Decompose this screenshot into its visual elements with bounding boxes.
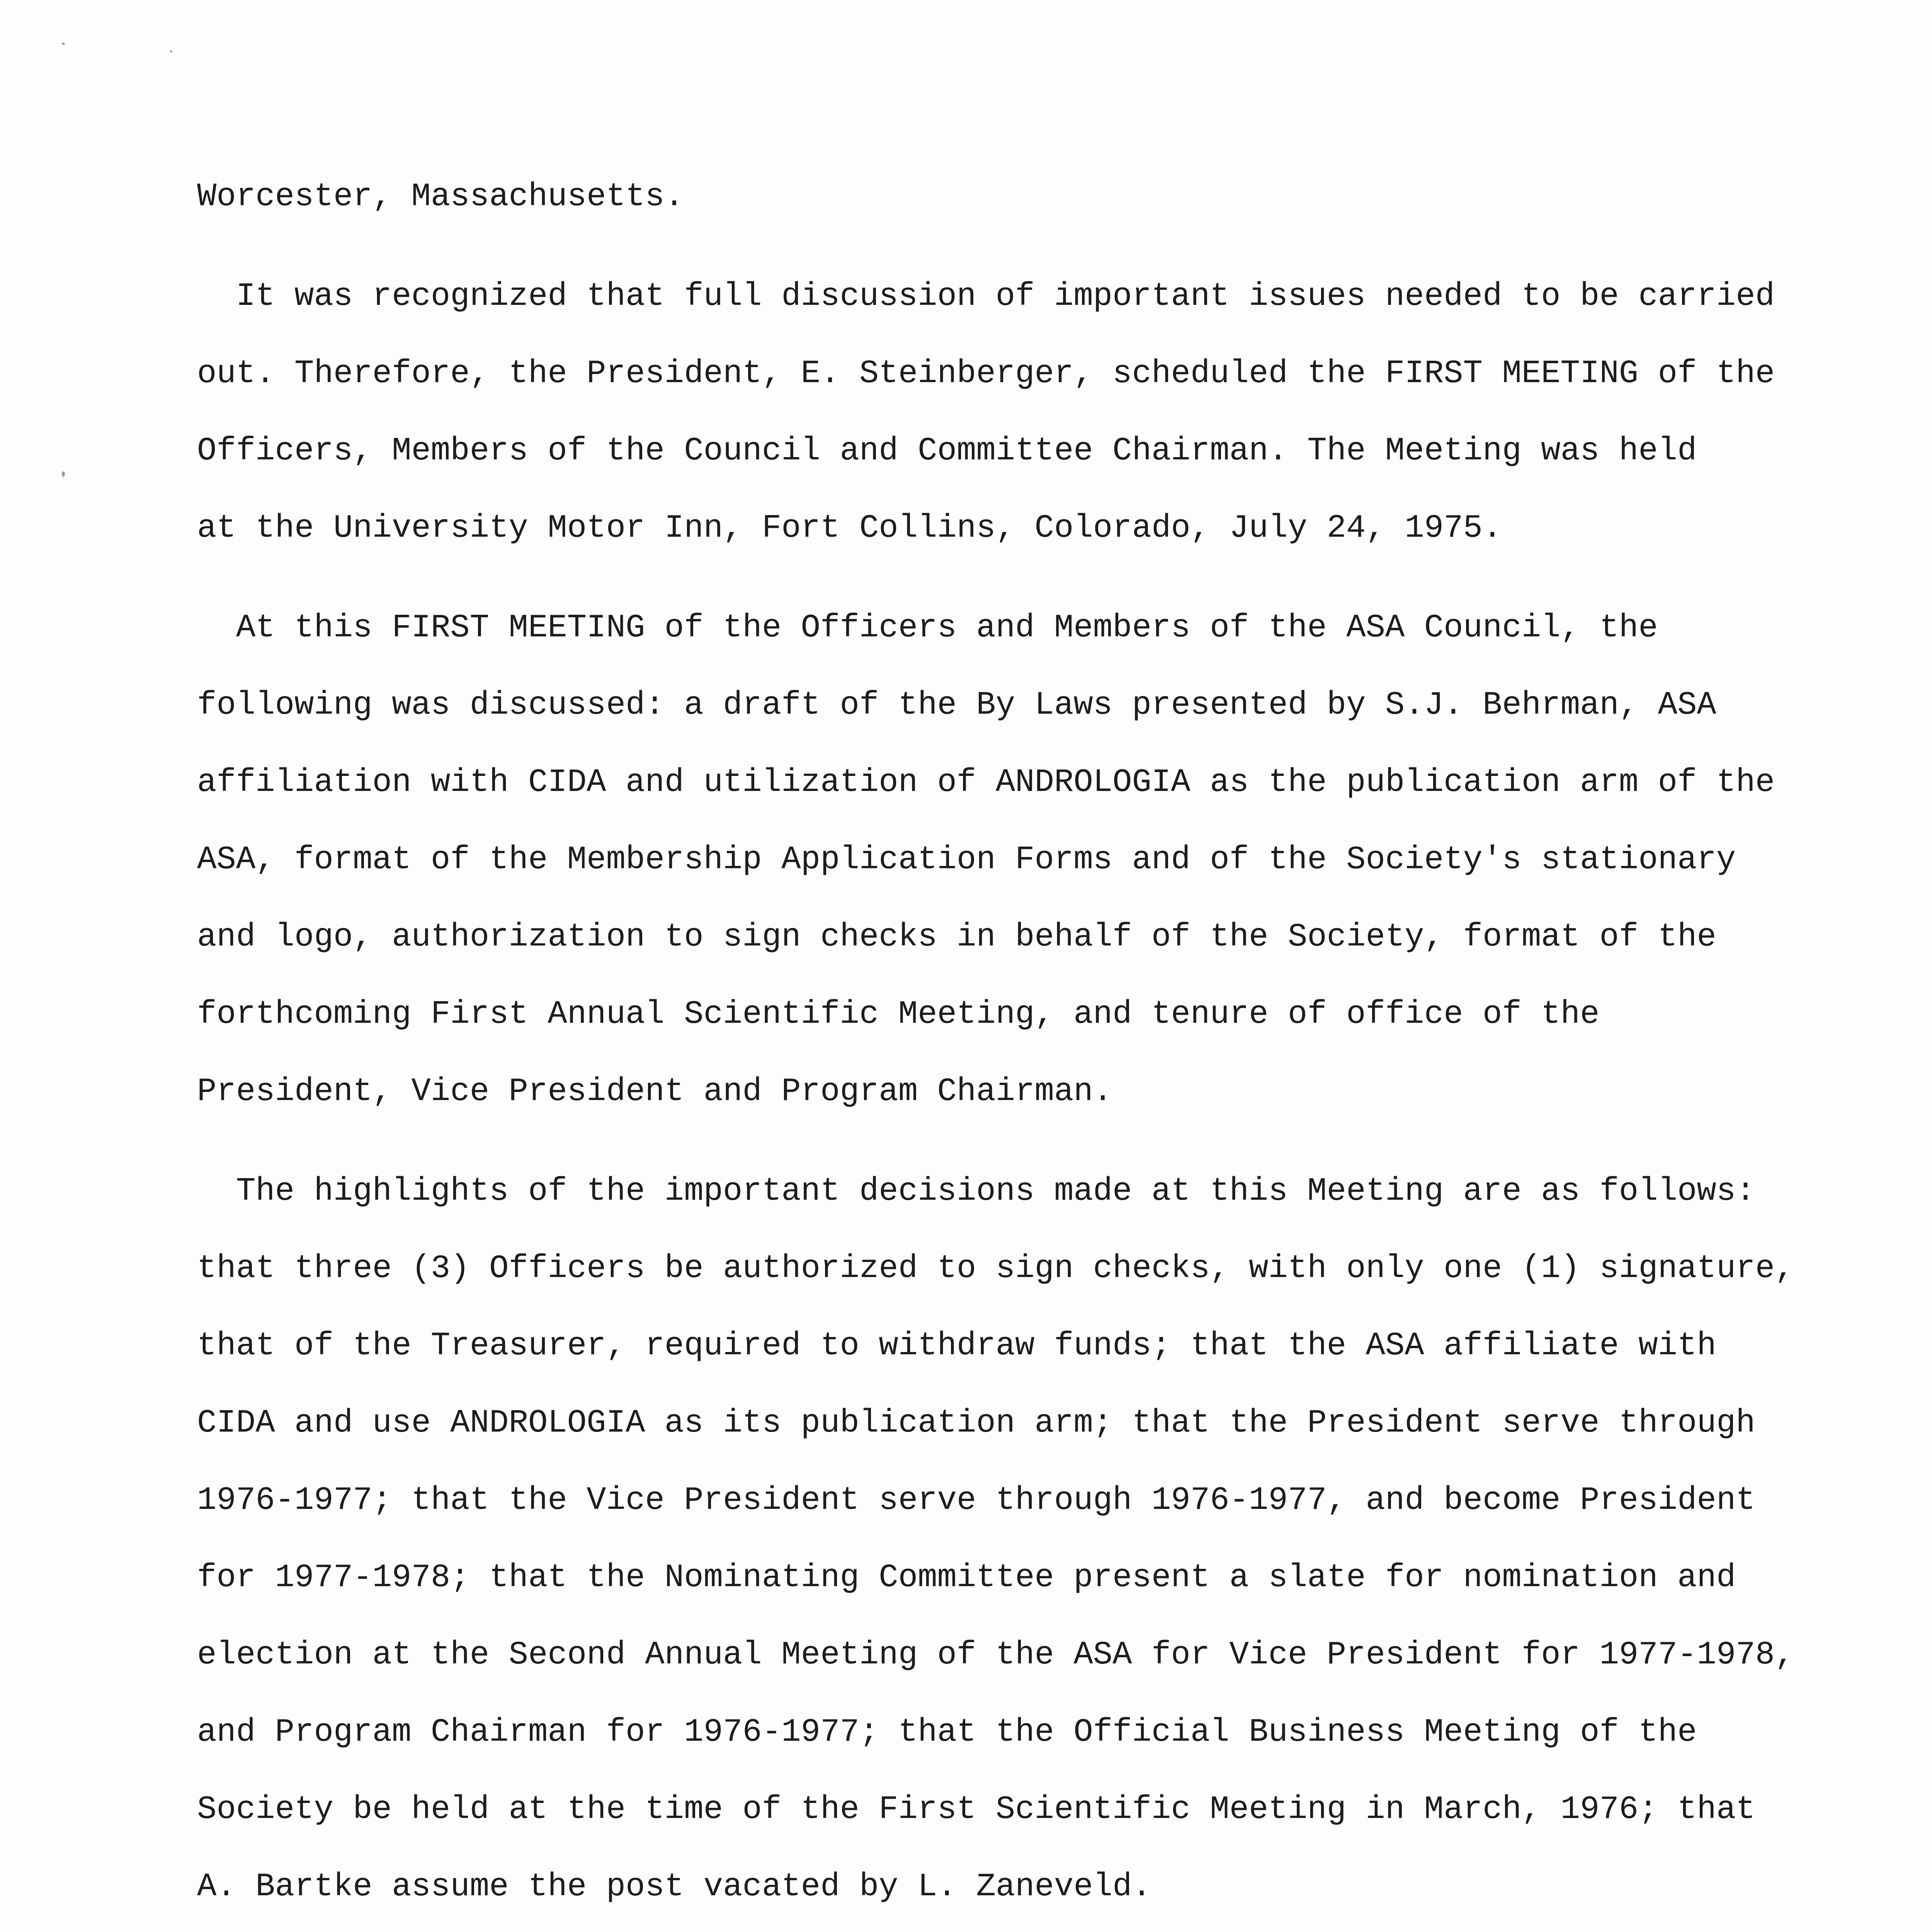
scan-speck bbox=[62, 43, 65, 45]
text-line: forthcoming First Annual Scientific Meeting, and tenure of office of the bbox=[197, 996, 1600, 1033]
text-line: President, Vice President and Program Chairman. bbox=[197, 1073, 1113, 1110]
text-line: that three (3) Officers be authorized to sign checks, with only one (1) signature, bbox=[197, 1250, 1794, 1287]
text-line: that of the Treasurer, required to withdraw funds; that the ASA affiliate with bbox=[197, 1328, 1716, 1364]
text-line: Worcester, Massachusetts. bbox=[197, 179, 684, 215]
text-line: The highlights of the important decisions made at this Meeting are as follows: bbox=[197, 1173, 1755, 1210]
text-line: affiliation with CIDA and utilization of ANDROLOGIA as the publication arm of the bbox=[197, 764, 1775, 801]
text-line: at the University Motor Inn, Fort Collins, Colorado, July 24, 1975. bbox=[197, 510, 1502, 547]
text-line: following was discussed: a draft of the By Laws presented by S.J. Behrman, ASA bbox=[197, 687, 1716, 724]
text-line: 1976-1977; that the Vice President serve through 1976-1977, and become President bbox=[197, 1482, 1755, 1519]
text-line: CIDA and use ANDROLOGIA as its publication arm; that the President serve through bbox=[197, 1405, 1755, 1442]
text-line: It was recognized that full discussion of important issues needed to be carried bbox=[197, 278, 1775, 315]
text-line: and Program Chairman for 1976-1977; that the Official Business Meeting of the bbox=[197, 1714, 1697, 1751]
text-line: out. Therefore, the President, E. Steinberger, scheduled the FIRST MEETING of the bbox=[197, 355, 1775, 392]
text-line: for 1977-1978; that the Nominating Committee present a slate for nomination and bbox=[197, 1560, 1736, 1596]
text-line: Society be held at the time of the First Scientific Meeting in March, 1976; that bbox=[197, 1791, 1755, 1828]
scan-speck bbox=[62, 471, 65, 477]
text-line: Officers, Members of the Council and Committee Chairman. The Meeting was held bbox=[197, 433, 1697, 469]
text-line: At this FIRST MEETING of the Officers and Members of the ASA Council, the bbox=[197, 610, 1658, 646]
text-line: and logo, authorization to sign checks in behalf of the Society, format of the bbox=[197, 919, 1716, 956]
text-line: A. Bartke assume the post vacated by L. Zaneveld. bbox=[197, 1869, 1152, 1905]
scan-speck bbox=[170, 50, 172, 53]
text-line: ASA, format of the Membership Application Forms and of the Society's stationary bbox=[197, 842, 1736, 878]
text-line: election at the Second Annual Meeting of the ASA for Vice President for 1977-1978, bbox=[197, 1637, 1794, 1673]
